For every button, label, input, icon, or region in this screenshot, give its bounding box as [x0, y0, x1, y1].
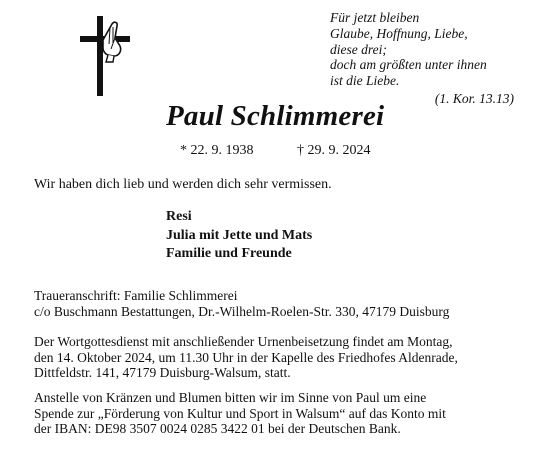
cross-with-praying-hands-icon [80, 16, 130, 96]
donation-info [34, 390, 534, 437]
address-line: Traueranschrift: Familie Schlimmerei [34, 288, 238, 303]
mourners-list [166, 208, 312, 264]
mourner: Familie und Freunde [166, 246, 292, 261]
quote-line: Für jetzt bleiben [330, 10, 420, 25]
mourner: Resi [166, 209, 192, 224]
quote-line: doch am größten unter ihnen [330, 57, 487, 73]
service-info [34, 334, 534, 381]
service-line: Der Wortgottesdienst mit anschließender Urnenbeisetzung findet am Montag, [34, 334, 453, 349]
quote-reference: (1. Kor. 13.13) [434, 90, 514, 106]
condolence-address [34, 288, 534, 319]
service-line: Dittfeldstr. 141, 47179 Duisburg-Walsum, statt. [34, 365, 291, 380]
mourner: Julia mit Jette und Mats [166, 227, 313, 243]
life-dates [180, 143, 371, 159]
quote-line: Glaube, Hoffnung, Liebe, [330, 25, 468, 41]
quote-line: ist die Liebe. [330, 73, 400, 89]
donation-line: Spende zur „Förderung von Kultur und Sport in Walsum“ auf das Konto mit [34, 405, 446, 421]
service-line: den 14. Oktober 2024, um 11.30 Uhr in der Kapelle des Friedhofes Aldenrade, [34, 349, 458, 365]
donation-line: Anstelle von Kränzen und Blumen bitten wir im Sinne von Paul um eine [34, 390, 427, 405]
death-date: † 29. 9. 2024 [297, 143, 371, 158]
quote-line: diese drei; [330, 41, 387, 57]
address-line: c/o Buschmann Bestattungen, Dr.-Wilhelm-Roelen-Str. 330, 47179 Duisburg [34, 303, 450, 319]
intro-text: Wir haben dich lieb und werden dich sehr vermissen. [34, 177, 332, 192]
donation-line: der IBAN: DE98 3507 0024 0285 3422 01 bei der Deutschen Bank. [34, 421, 401, 436]
bible-quote [330, 10, 530, 107]
birth-date: * 22. 9. 1938 [180, 143, 254, 158]
deceased-name: Paul Schlimmerei [166, 100, 385, 132]
